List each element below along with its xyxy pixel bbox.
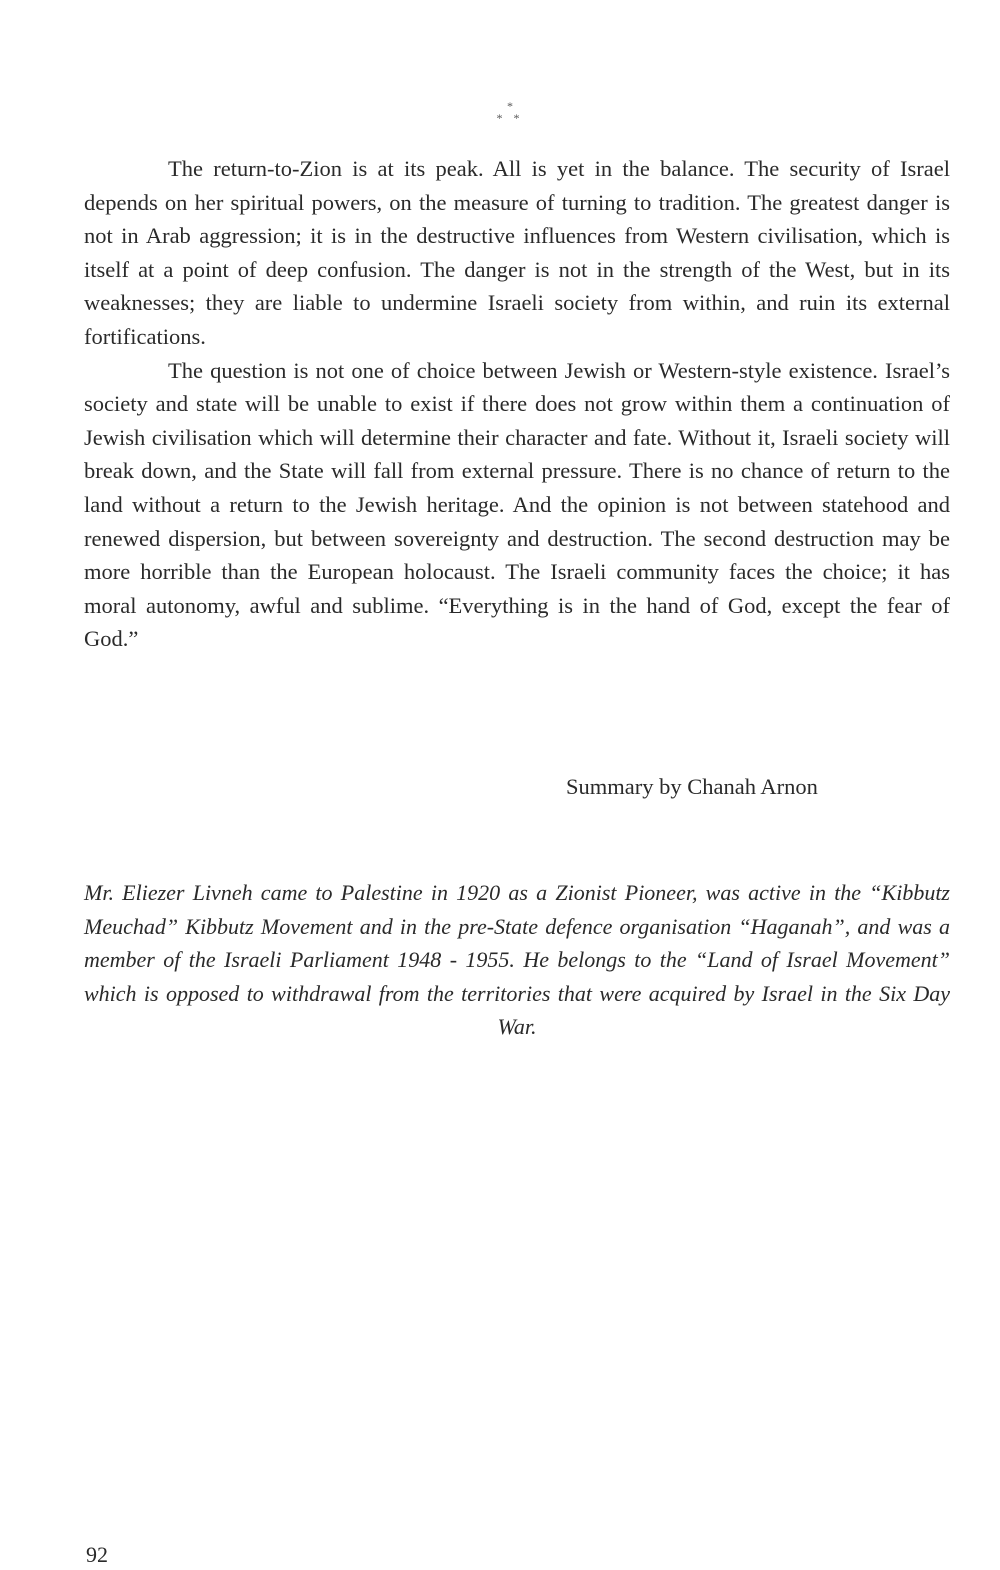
paragraph-2: The question is not one of choice between Jewish or Western-style existence. Israel’s society and state will be unable to exist if there does not grow within them a continuation of Jewish civilisation which will determine their character and fate. Without it, Israeli society will break down, and the State will fall from external pressure. There is no chance of return to the land without a return to the Jewish heritage. And the opinion is not between statehood and renewed dispersion, but between sovereignty and destruction. The second destruction may be more horrible than the European holocaust. The Israeli community faces the choice; it has moral autonomy, awful and sublime. “Everything is in the hand of God, except the fear of God.” bbox=[84, 357, 950, 652]
section-break-asterism bbox=[490, 100, 530, 136]
paragraph-1: The return-to-Zion is at its peak. All is yet in the balance. The security of Israel depends on her spiritual powers, on the measure of turning to tradition. The greatest danger is not in Arab aggression; it is in the destructive influences from Western civilisation, which is itself at a point of deep confusion. The danger is not in the strength of the West, but in its weaknesses; they are liable to undermine Israeli society from within, and ruin its external fortifications. bbox=[84, 156, 950, 349]
asterism-top: * bbox=[507, 99, 513, 113]
author-bio: Mr. Eliezer Livneh came to Palestine in 1920 as a Zionist Pioneer, was active in the “Kibbutz Meuchad” Kibbutz Movement and in the pre-State defence organisation “Haganah”, and was a member of the Israeli Parliament 1948 - 1955. He belongs to the “Land of Israel Movement” which is opposed to withdrawal from the territories that were acquired by Israel in the Six Day War. bbox=[84, 880, 950, 1040]
summary-signature: Summary by Chanah Arnon bbox=[566, 774, 818, 799]
asterism-bottom: * * bbox=[496, 111, 524, 125]
body-text bbox=[84, 152, 950, 656]
page-number: 92 bbox=[86, 1542, 108, 1567]
